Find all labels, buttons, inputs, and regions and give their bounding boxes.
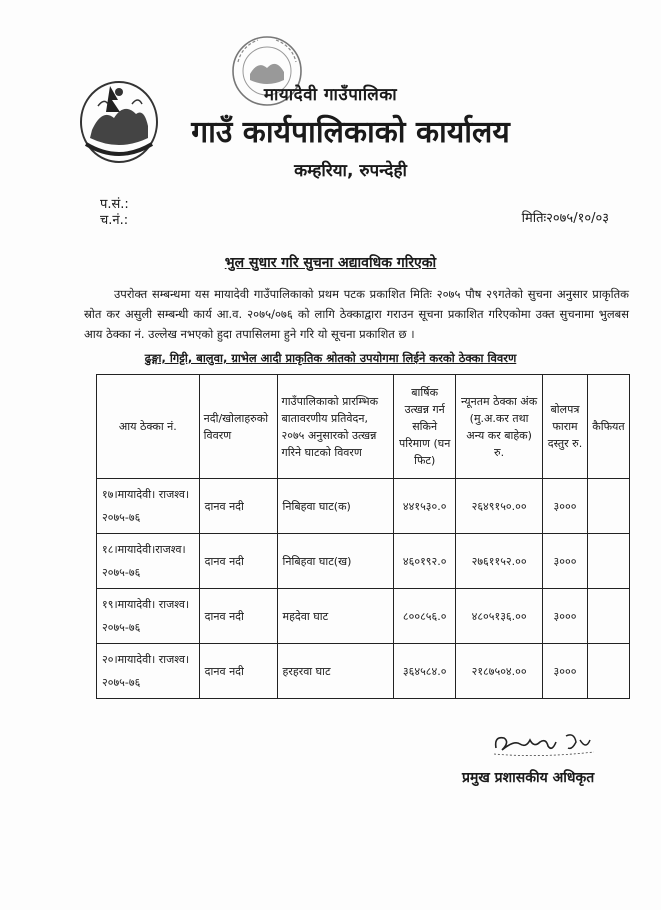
- cell-river: दानव नदी: [199, 589, 277, 644]
- table-caption-text: ढुङ्गा, गिट्टी, बालुवा, ग्राभेल आदी प्राकृतिक श्रोतको उपयोगमा लिईने करको ठेक्का विवरण: [144, 351, 517, 365]
- header-contract-no: आय ठेक्का नं.: [97, 375, 200, 479]
- signature-mark: [490, 728, 600, 760]
- cell-amount: २१८७५०४.००: [456, 644, 543, 699]
- subject-text: भुल सुधार गरि सुचना अद्यावधिक गरिएको: [224, 255, 437, 271]
- cell-fee: ३०००: [543, 589, 588, 644]
- cell-fee: ३०००: [543, 479, 588, 534]
- header-min-amount: न्यूनतम ठेक्का अंक (मु.अ.कर तथा अन्य कर बाहेक) रु.: [456, 375, 543, 479]
- table-caption: [0, 351, 661, 366]
- header-ghat: गाउँपालिकाको प्रारम्भिक बातावरणीय प्रतिवेदन, २०७५ अनुसारको उत्खन्न गरिने घाटको विवरण: [277, 375, 394, 479]
- cell-ghat: हरहरवा घाट: [277, 644, 394, 699]
- signatory-title: प्रमुख प्रशासकीय अधिकृत: [462, 770, 595, 786]
- document-date: मितिः२०७५/१०/०३: [521, 211, 609, 226]
- office-title: गाउँ कार्यपालिकाको कार्यालय: [191, 115, 510, 150]
- cell-remarks: [587, 479, 629, 534]
- table-header-row: [97, 375, 630, 479]
- cell-ghat: निबिहवा घाट(क): [277, 479, 394, 534]
- header-river: नदी/खोलाहरुको विवरण: [199, 375, 277, 479]
- cell-river: दानव नदी: [199, 644, 277, 699]
- cell-fee: ३०००: [543, 534, 588, 589]
- cell-remarks: [587, 644, 629, 699]
- cell-contract: १८।मायादेवी।राजश्व। २०७५-७६: [97, 534, 200, 589]
- cell-amount: २७६११५२.००: [456, 534, 543, 589]
- cell-amount: ४८०५१३६.००: [456, 589, 543, 644]
- table-row: [97, 589, 630, 644]
- cell-quantity: ४६०१९२.०: [394, 534, 456, 589]
- cell-fee: ३०००: [543, 644, 588, 699]
- table-row: [97, 644, 630, 699]
- letter-number-label: प.सं.:: [100, 197, 129, 212]
- cell-quantity: ४४१५३०.०: [394, 479, 456, 534]
- body-paragraph: उपरोक्त सम्बन्धमा यस मायादेवी गाउँपालिकाको प्रथम पटक प्रकाशित मितिः २०७५ पौष २९गतेको सुचना अनुसार प्राकृतिक स्रोत कर असुली सम्बन्धी कार्य आ.व. २०७५/०७६ को लागि ठेक्काद्वारा गराउन सूचना प्रकाशित गरिएकोमा उक्त सुचनामा भुलबस आय ठेक्का नं. उल्लेख नभएको हुदा तपासिलमा हुने गरि यो सूचना प्रकाशित छ ।: [84, 287, 629, 341]
- header-form-fee: बोलपत्र फाराम दस्तुर रु.: [543, 375, 588, 479]
- table-row: [97, 479, 630, 534]
- table-row: [97, 534, 630, 589]
- cell-river: दानव नदी: [199, 479, 277, 534]
- cell-contract: २०।मायादेवी। राजश्व।२०७५-७६: [97, 644, 200, 699]
- cell-river: दानव नदी: [199, 534, 277, 589]
- contract-table: [96, 374, 630, 699]
- cell-ghat: निबिहवा घाट(ख): [277, 534, 394, 589]
- dispatch-number-label: च.नं.:: [100, 213, 129, 228]
- cell-quantity: ३६४५८४.०: [394, 644, 456, 699]
- cell-remarks: [587, 534, 629, 589]
- cell-contract: १७।मायादेवी। राजश्व।२०७५-७६: [97, 479, 200, 534]
- cell-amount: २६४९१५०.००: [456, 479, 543, 534]
- subject-heading: [0, 253, 661, 272]
- cell-ghat: महदेवा घाट: [277, 589, 394, 644]
- header-quantity: बार्षिक उत्खन्न गर्न सकिने परिमाण (घन फिट): [394, 375, 456, 479]
- cell-quantity: ८००८५६.०: [394, 589, 456, 644]
- cell-contract: १९।मायादेवी। राजश्व।२०७५-७६: [97, 589, 200, 644]
- cell-remarks: [587, 589, 629, 644]
- municipality-name: मायादेवी गाउँपालिका: [263, 85, 398, 105]
- header-remarks: कैफियत: [587, 375, 629, 479]
- office-location: कम्हरिया, रुपन्देही: [294, 161, 407, 181]
